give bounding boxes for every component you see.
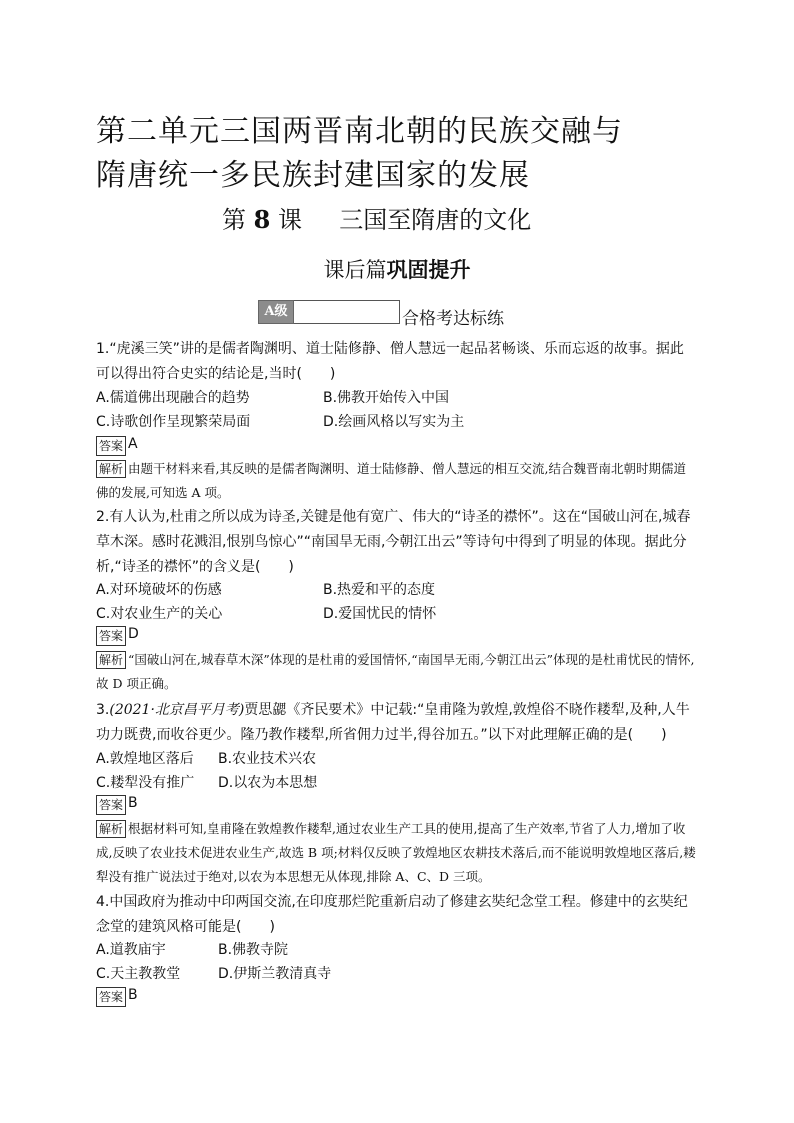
question-2-explanation-text: “国破山河在,城春草木深”体现的是杜甫的爱国情怀,“南国旱无雨,今朝江出云”体现的是杜甫忧民的情怀,故 D 项正确。 xyxy=(96,652,695,691)
lesson-name: 三国至隋唐的文化 xyxy=(339,206,532,234)
question-4-option-b: B.佛教寺院 xyxy=(218,942,289,958)
question-1-answer-tag: 答案 xyxy=(96,436,126,456)
question-1-explanation-tag: 解析 xyxy=(96,460,126,478)
question-2-answer: D xyxy=(128,626,139,642)
question-1-option-b: B.佛教开始传入中国 xyxy=(323,390,450,406)
question-4-option-a: A.道教庙宇 xyxy=(96,942,166,958)
question-1-stem: 1.“虎溪三笑”讲的是儒者陶渊明、道士陆修静、僧人慧远一起品茗畅谈、乐而忘返的故事。据此可以得出符合史实的结论是,当时( ) xyxy=(96,341,684,382)
question-4-answer-tag: 答案 xyxy=(96,987,126,1007)
level-label: 合格考达标练 xyxy=(402,309,504,329)
unit-title-line2: 隋唐统一多民族封建国家的发展 xyxy=(96,158,530,193)
unit-title-line1: 第二单元三国两晋南北朝的民族交融与 xyxy=(96,114,623,149)
question-4-option-d: D.伊斯兰教清真寺 xyxy=(218,966,332,982)
question-2-option-c: C.对农业生产的关心 xyxy=(96,606,223,622)
lesson-suffix: 课 xyxy=(277,206,302,234)
question-1-option-c: C.诗歌创作呈现繁荣局面 xyxy=(96,414,251,430)
question-3-answer: B xyxy=(128,795,138,811)
level-badge: A级 xyxy=(258,300,294,324)
question-4-option-c: C.天主教教堂 xyxy=(96,966,181,982)
question-3-option-d: D.以农为本思想 xyxy=(218,775,318,791)
question-2-option-d: D.爱国忧民的情怀 xyxy=(323,606,437,622)
lesson-prefix: 第 xyxy=(222,206,246,234)
question-3-explanation xyxy=(96,817,696,889)
question-2-option-b: B.热爱和平的态度 xyxy=(323,582,436,598)
question-1-explanation-text: 由题干材料来看,其反映的是儒者陶渊明、道士陆修静、僧人慧远的相互交流,结合魏晋南北朝时期儒道佛的发展,可知选 A 项。 xyxy=(96,461,686,500)
section-title xyxy=(0,254,794,284)
question-3-explanation-text: 根据材料可知,皇甫隆在敦煌教作耧犁,通过农业生产工具的使用,提高了生产效率,节省了人力,增加了收成,反映了农业技术促进农业生产,故选 B 项;材料仅反映了敦煌地区农耕技术落后,而不能说明敦煌地区落后,耧犁没有推广说法过于绝对,以农为本思想无从体现,排除 A、C、D 三项。 xyxy=(96,821,696,884)
question-1-option-d: D.绘画风格以写实为主 xyxy=(323,414,465,430)
section-title-bold: 巩固提升 xyxy=(386,258,471,282)
question-3-stem-text: 贾思勰《齐民要术》中记载:“皇甫隆为敦煌,敦煌俗不晓作耧犁,及种,人牛功力既费,而收谷更少。隆乃教作耧犁,所省佣力过半,得谷加五。”以下对此理解正确的是( ) xyxy=(96,702,690,743)
question-3-option-c: C.耧犁没有推广 xyxy=(96,775,195,791)
section-title-light: 课后篇 xyxy=(323,258,387,282)
level-blank-box xyxy=(294,300,400,324)
question-1-explanation xyxy=(96,457,696,505)
question-2-answer-tag: 答案 xyxy=(96,626,126,646)
question-2-stem: 2.有人认为,杜甫之所以成为诗圣,关键是他有宽广、伟大的“诗圣的襟怀”。这在“国破山河在,城春草木深。感时花溅泪,恨别鸟惊心”“南国旱无雨,今朝江出云”等诗句中得到了明显的体现。据此分析,“诗圣的襟怀”的含义是( ) xyxy=(96,509,691,575)
question-2-option-a: A.对环境破坏的伤感 xyxy=(96,582,222,598)
question-3-answer-tag: 答案 xyxy=(96,795,126,815)
question-4-stem: 4.中国政府为推动中印两国交流,在印度那烂陀重新启动了修建玄奘纪念堂工程。修建中的玄奘纪念堂的建筑风格可能是( ) xyxy=(96,894,688,935)
question-3-number: 3. xyxy=(96,702,110,718)
lesson-number: 8 xyxy=(253,205,271,234)
question-1-option-a: A.儒道佛出现融合的趋势 xyxy=(96,390,250,406)
question-3-option-b: B.农业技术兴农 xyxy=(218,751,317,767)
question-3-stem xyxy=(96,698,696,748)
question-3-source: (2021·北京昌平月考) xyxy=(109,702,245,718)
question-4-answer: B xyxy=(128,987,138,1003)
level-header xyxy=(258,296,504,329)
question-3-explanation-tag: 解析 xyxy=(96,820,126,838)
question-2-explanation xyxy=(96,648,696,696)
question-3-option-a: A.敦煌地区落后 xyxy=(96,751,194,767)
question-2-explanation-tag: 解析 xyxy=(96,651,126,669)
question-1-answer: A xyxy=(128,436,138,452)
lesson-title xyxy=(222,200,531,235)
